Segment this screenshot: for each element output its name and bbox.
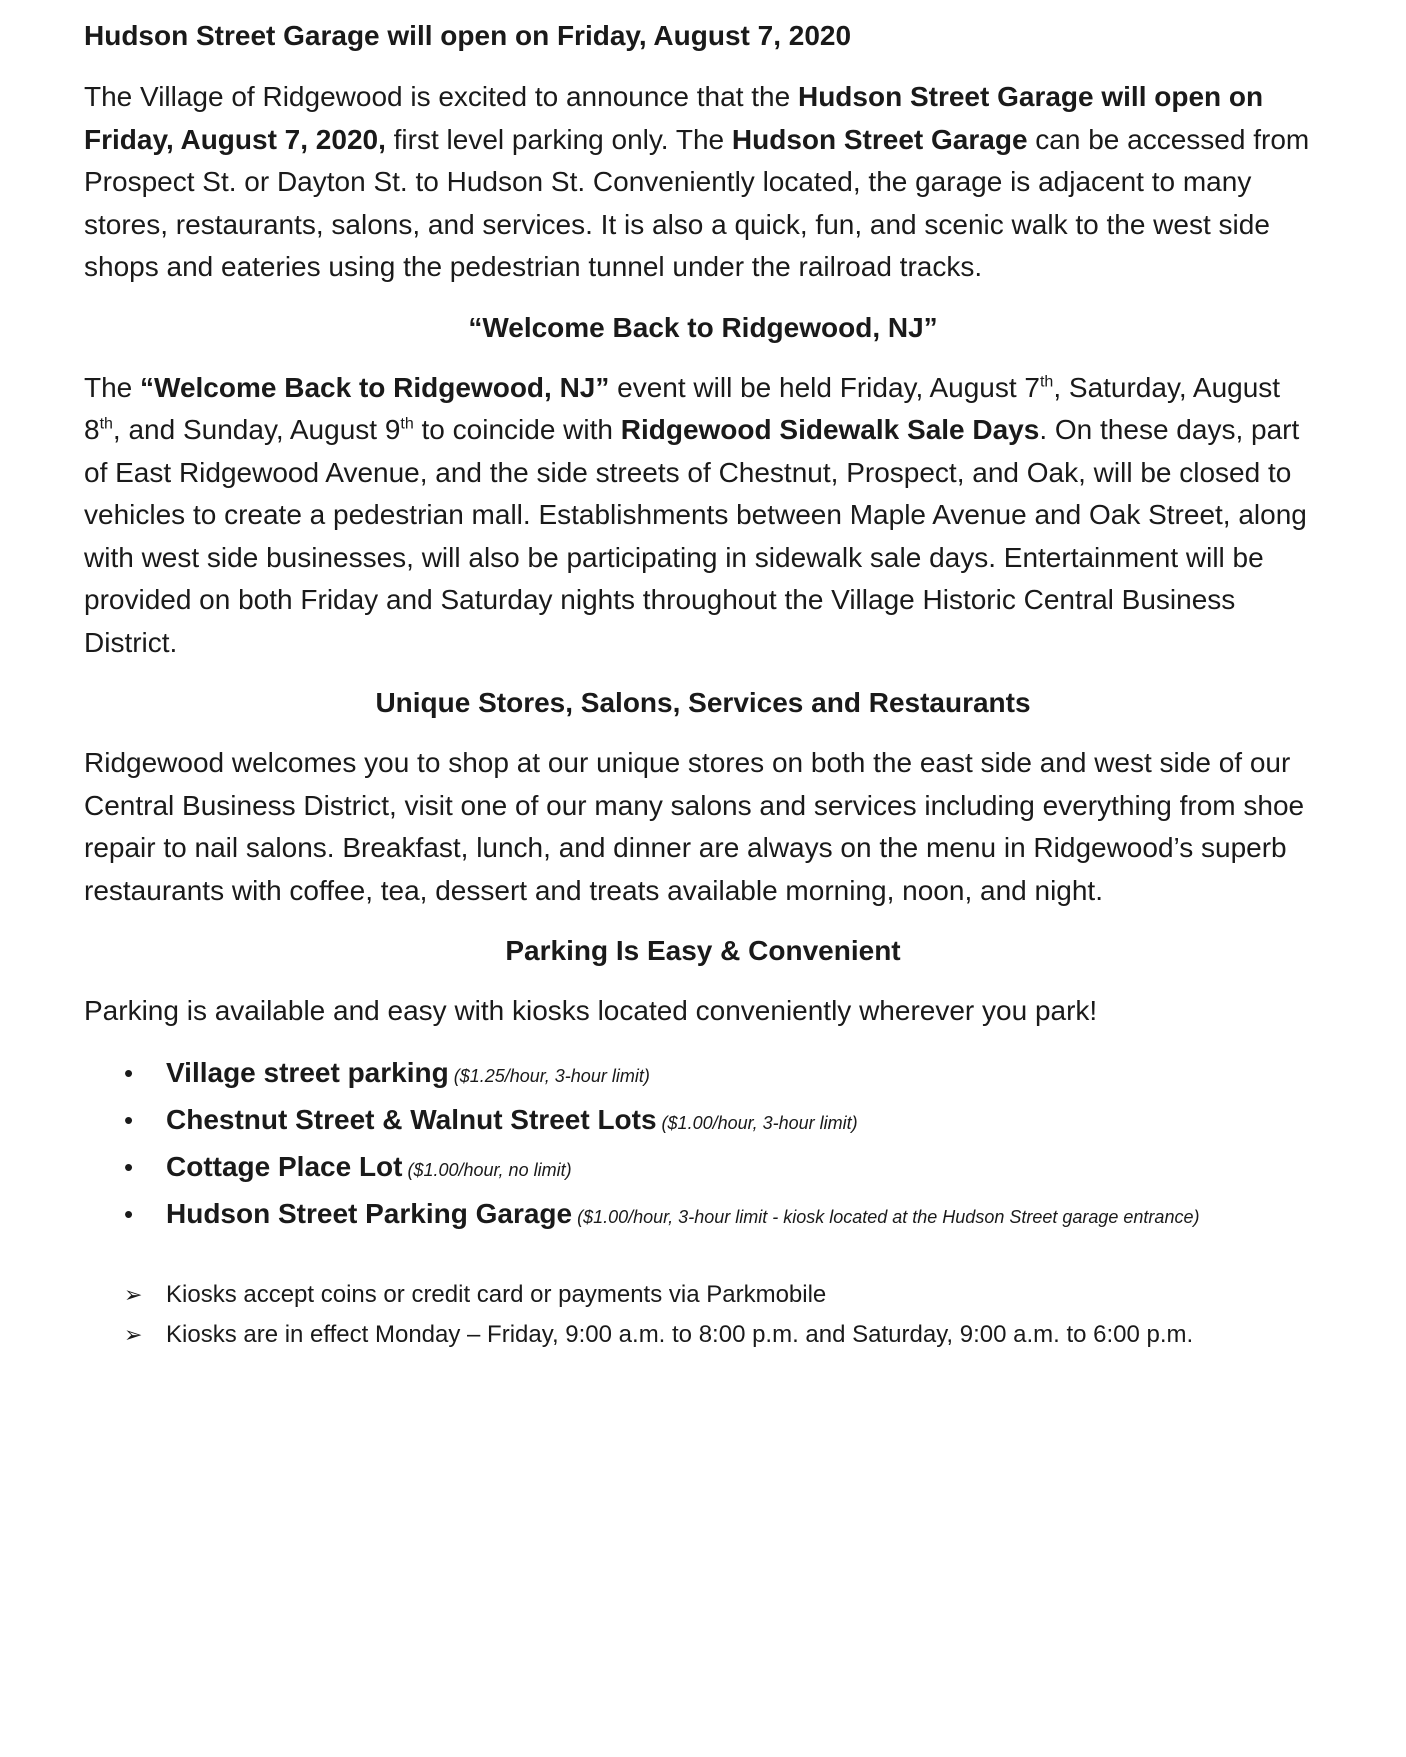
kiosk-note: Kiosks are in effect Monday – Friday, 9:00 a.m. to 8:00 p.m. and Saturday, 9:00 a.m. to 6:00 p.m. [166,1320,1194,1348]
list-item [124,1315,1322,1355]
welcome-sup-1: th [1039,373,1054,391]
parking-detail: ($1.00/hour, no limit) [402,1159,572,1180]
parking-heading: Parking Is Easy & Convenient [505,935,901,966]
unique-paragraph: Ridgewood welcomes you to shop at our unique stores on both the east side and west side of our Central Business District, visit one of our many salons and services including everything from shoe repair to nail salons. Breakfast, lunch, and dinner are always on the menu in Ridgewood’s superb restaurants with coffee, tea, dessert and treats available morning, noon, and night. [84,747,1305,906]
intro-paragraph [84,76,1322,289]
intro-text-2: first level parking only. The [385,123,732,155]
welcome-text-4: , and Sunday, August 9 [112,414,401,445]
parking-list [84,1051,1322,1239]
welcome-sup-3: th [400,415,414,433]
welcome-sup-2: th [99,415,113,433]
intro-bold-1: Hudson Street Garage will open on Friday, August 7, 2020, [84,81,1264,155]
welcome-heading: “Welcome Back to Ridgewood, NJ” [468,311,938,343]
intro-text-3: can be accessed from Prospect St. or Dayton St. to Hudson St. Conveniently located, the garage is adjacent to many stores, restaurants, salons, and services. It is also a quick, fun, and scenic walk to the west side shops and eateries using the pedestrian tunnel under the railroad tracks. [84,123,1310,282]
parking-detail: ($1.25/hour, 3-hour limit) [448,1065,650,1086]
parking-name: Chestnut Street & Walnut Street Lots [166,1103,657,1135]
welcome-text-3: , Saturday, August 8 [84,371,1281,445]
parking-name: Cottage Place Lot [166,1150,403,1182]
welcome-bold-2: Ridgewood Sidewalk Sale Days [620,414,1040,445]
parking-detail: ($1.00/hour, 3-hour limit) [656,1112,858,1133]
list-item [124,1145,1322,1192]
list-item [124,1275,1322,1315]
kiosk-notes [84,1275,1322,1355]
bullet-icon: • [124,1104,134,1135]
list-item [124,1192,1322,1239]
welcome-text-2: event will be held Friday, August 7 [609,371,1040,403]
bullet-icon: • [124,1198,134,1229]
welcome-text-1: The [84,371,141,403]
parking-name: Hudson Street Parking Garage [166,1197,573,1229]
welcome-paragraph [84,367,1322,665]
arrow-bullet-icon: ➢ [124,1281,143,1307]
welcome-bold-1: “Welcome Back to Ridgewood, NJ” [140,371,610,403]
parking-detail: ($1.00/hour, 3-hour limit - kiosk located at the Hudson Street garage entrance) [572,1206,1200,1227]
intro-bold-2: Hudson Street Garage [731,123,1028,155]
bullet-icon: • [124,1151,134,1182]
list-item [124,1051,1322,1098]
welcome-text-6: . On these days, part of East Ridgewood Avenue, and the side streets of Chestnut, Prospect, and Oak, will be closed to vehicles to create a pedestrian mall. Establishments between Maple Avenue and Oak Street, along with west side businesses, will also be participating in sidewalk sale days. Entertainment will be provided on both Friday and Saturday nights throughout the Village Historic Central Business District. [84,414,1307,658]
list-item [124,1098,1322,1145]
welcome-text-5: to coincide with [413,414,621,445]
page-title: Hudson Street Garage will open on Friday, August 7, 2020 [84,20,852,51]
intro-text-1: The Village of Ridgewood is excited to announce that the [84,81,798,112]
parking-name: Village street parking [166,1056,449,1088]
unique-heading: Unique Stores, Salons, Services and Restaurants [375,687,1031,718]
kiosk-note: Kiosks accept coins or credit card or payments via Parkmobile [166,1280,827,1308]
arrow-bullet-icon: ➢ [124,1321,143,1347]
bullet-icon: • [124,1057,134,1088]
parking-intro: Parking is available and easy with kiosks located conveniently wherever you park! [84,995,1098,1026]
